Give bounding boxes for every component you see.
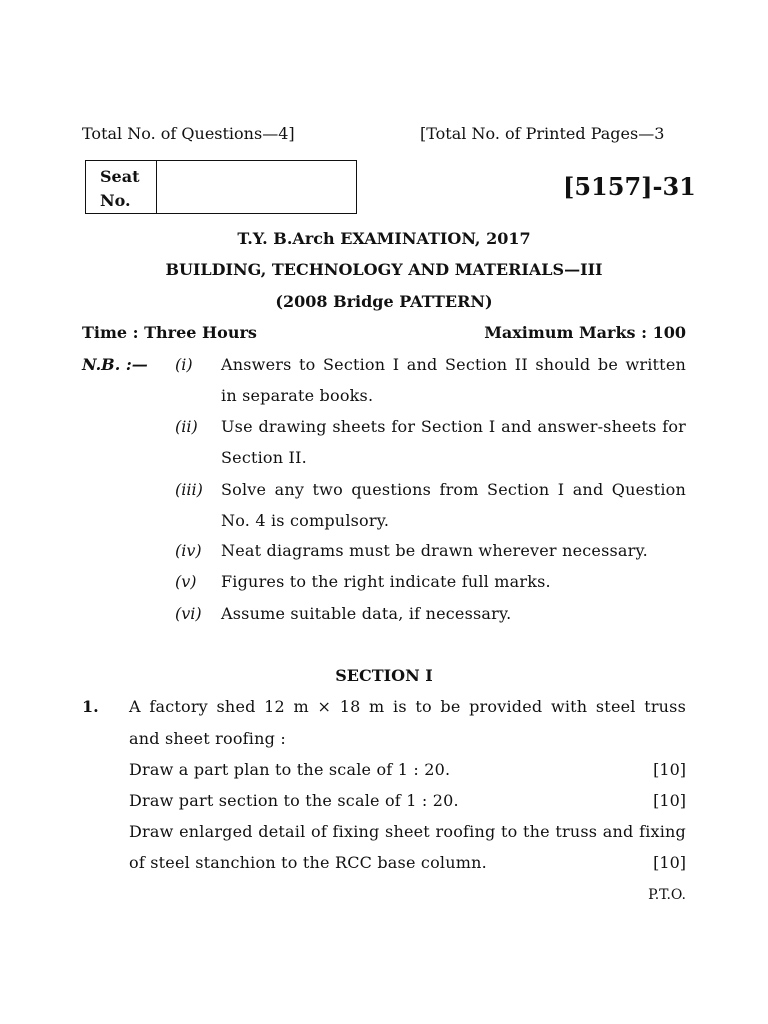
question-number: 1. [82,697,99,716]
question-part: Draw enlarged detail of fixing sheet roofing to the truss and fixing [129,822,686,841]
instruction-text: Neat diagrams must be drawn wherever necessary. [221,541,648,560]
exam-subject: BUILDING, TECHNOLOGY AND MATERIALS—III [165,260,603,279]
instruction-number: (ii) [175,417,198,436]
instruction-text: No. 4 is compulsory. [221,511,390,530]
total-printed-pages: [Total No. of Printed Pages—3 [420,124,665,143]
instruction-text: Solve any two questions from Section I and Question [221,480,686,499]
marks: [10] [653,760,686,779]
exam-time: Time : Three Hours [82,323,257,342]
seat-number-box [85,160,357,214]
instruction-text: Answers to Section I and Section II should be written [221,355,686,374]
question-part: of steel stanchion to the RCC base column. [129,853,487,872]
paper-code: [5157]-31 [563,172,696,201]
instruction-text: Use drawing sheets for Section I and answer-sheets for [221,417,686,436]
instruction-number: (iii) [175,480,203,499]
total-questions: Total No. of Questions—4] [82,124,295,143]
question-text: and sheet roofing : [129,729,286,748]
pto-label: P.T.O. [648,887,686,903]
marks: [10] [653,853,686,872]
exam-title: T.Y. B.Arch EXAMINATION, 2017 [237,229,531,248]
marks: [10] [653,791,686,810]
seat-number-field[interactable] [158,161,356,213]
question-part: Draw part section to the scale of 1 : 20. [129,791,459,810]
section-title: SECTION I [335,666,433,685]
instruction-text: Figures to the right indicate full marks. [221,572,551,591]
instruction-number: (vi) [175,604,202,623]
seat-label: Seat No. [100,167,140,210]
question-part: Draw a part plan to the scale of 1 : 20. [129,760,451,779]
seat-box-divider [156,161,157,213]
instruction-text: Assume suitable data, if necessary. [221,604,512,623]
instruction-text: in separate books. [221,386,374,405]
instruction-text: Section II. [221,448,307,467]
instruction-number: (v) [175,572,197,591]
instruction-number: (i) [175,355,193,374]
exam-pattern: (2008 Bridge PATTERN) [275,292,493,311]
nb-label: N.B. :— [82,355,148,374]
instruction-number: (iv) [175,541,202,560]
question-text: A factory shed 12 m × 18 m is to be provided with steel truss [129,697,686,716]
exam-max-marks: Maximum Marks : 100 [484,323,686,342]
